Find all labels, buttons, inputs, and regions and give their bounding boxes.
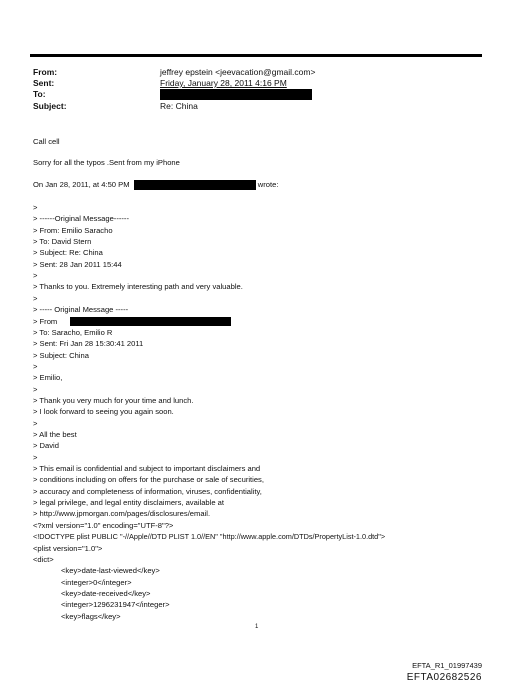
quoted-line: > To: Saracho, Emilio R [33, 327, 113, 337]
quoted-line: <dict> [33, 554, 54, 564]
quoted-line: > [33, 203, 38, 212]
to-value-redacted [160, 89, 312, 100]
subject-label: Subject: [33, 101, 67, 111]
quoted-line: <plist version="1.0"> [33, 543, 103, 553]
body-line-typos: Sorry for all the typos .Sent from my iPhone [33, 158, 180, 167]
quoted-line: > David [33, 441, 59, 451]
from-label: From: [33, 67, 58, 77]
quoted-line: <?xml version="1.0" encoding="UTF-8"?> [33, 520, 174, 530]
quoted-line: > Thanks to you. Extremely interesting path and very valuable. [33, 282, 243, 292]
quoted-line: > Subject: Re: China [33, 248, 103, 258]
body-line-call-cell: Call cell [33, 137, 60, 146]
quoted-line: > From [33, 316, 58, 326]
quoted-line: > [33, 293, 38, 303]
quoted-line: <integer>0</integer> [61, 577, 132, 587]
wrote-suffix: wrote: [257, 180, 279, 189]
header-rule [30, 54, 482, 57]
quoted-line: > ----- Original Message ----- [33, 305, 129, 315]
quoted-line: > http://www.jpmorgan.com/pages/disclosures/email. [33, 509, 211, 519]
quoted-line: > Thank you very much for your time and lunch. [33, 395, 194, 405]
quoted-line: > ------Original Message------ [33, 214, 129, 224]
quoted-line: <key>date-received</key> [61, 588, 151, 598]
quoted-line: <!DOCTYPE plist PUBLIC "-//Apple//DTD PLIST 1.0//EN" "http://www.apple.com/DTDs/PropertyList-1.0.dtd"> [33, 532, 386, 542]
subject-value: Re: China [160, 101, 198, 111]
quoted-line: <key>date-last-viewed</key> [61, 566, 160, 576]
quoted-line: > Subject: China [33, 350, 89, 360]
quoted-line: > All the best [33, 430, 77, 439]
sent-value: Friday, January 28, 2011 4:16 PM [160, 78, 287, 88]
quoted-line: > accuracy and completeness of information, viruses, confidentiality, [33, 486, 262, 496]
quoted-line: > conditions including on offers for the purchase or sale of securities, [33, 475, 264, 485]
quoted-line: <integer>1296231947</integer> [61, 600, 170, 610]
quoted-line: > [33, 361, 38, 371]
redaction-box [160, 89, 312, 100]
quoted-line: > legal privilege, and legal entity disclaimers, available at [33, 498, 225, 508]
wrote-line [33, 180, 278, 190]
quoted-line: > Sent: Fri Jan 28 15:30:41 2011 [33, 339, 144, 349]
redaction-box [134, 180, 256, 190]
bates-number-small: EFTA_R1_01997439 [412, 661, 482, 670]
quoted-line: > From: Emilio Saracho [33, 225, 113, 235]
page-number: 1 [255, 624, 259, 630]
quoted-line: <key>flags</key> [61, 611, 121, 621]
from-value: jeffrey epstein <jeevacation@gmail.com> [160, 67, 316, 77]
sent-label: Sent: [33, 78, 55, 88]
redaction-box [70, 317, 231, 326]
quoted-line: > [33, 384, 38, 394]
quoted-line: > This email is confidential and subject to important disclaimers and [33, 464, 261, 474]
quoted-line: > [33, 271, 38, 281]
quoted-line: > To: David Stern [33, 237, 92, 247]
to-label: To: [33, 89, 46, 99]
wrote-prefix: On Jan 28, 2011, at 4:50 PM [33, 180, 130, 189]
quoted-line: > Emilio, [33, 373, 63, 383]
quoted-line: > Sent: 28 Jan 2011 15:44 [33, 259, 122, 269]
quoted-line: > [33, 452, 38, 462]
quoted-line: > I look forward to seeing you again soon. [33, 407, 174, 417]
bates-number-large: EFTA02682526 [406, 672, 482, 683]
quoted-line: > [33, 418, 38, 428]
